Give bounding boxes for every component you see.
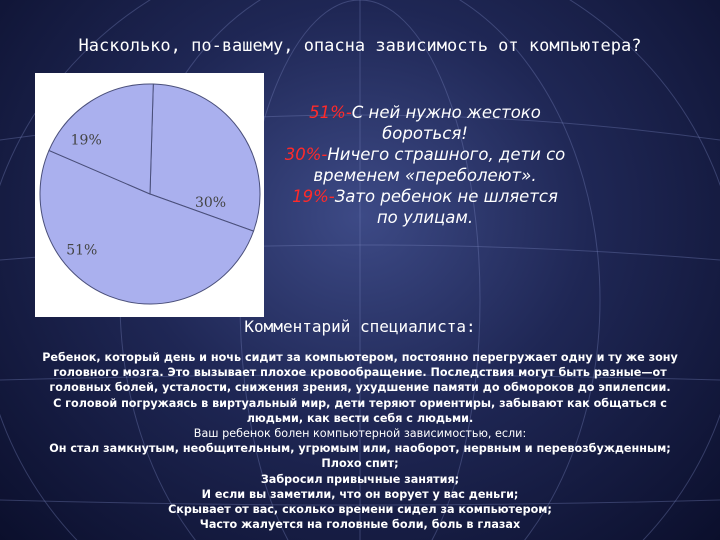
paragraph-line: Ребенок, который день и ночь сидит за компьютером, постоянно перегружает одну и ту же зону <box>42 351 678 364</box>
paragraph-line: людьми, как вести себя с людьми. <box>246 411 474 425</box>
paragraph-line: головного мозга. Это вызывает плохое кровообращение. Последствия могут быть разные—от <box>53 366 667 380</box>
symptom-line: Скрывает от вас, сколько времени сидел за компьютером; <box>168 503 552 517</box>
symptom-line: Плохо спит; <box>321 457 399 471</box>
answer-item <box>280 102 570 144</box>
answer-text: С ней нужно жестоко бороться! <box>351 103 541 143</box>
symptom-line: Часто жалуется на головные боли, боль в глазах <box>199 518 521 532</box>
paragraph-line: С головой погружаясь в виртуальный мир, дети теряют ориентиры, забывают как общаться с <box>53 396 667 410</box>
answer-item <box>280 186 570 228</box>
comment-heading: Комментарий специалиста: <box>244 317 476 336</box>
answer-pct: 19%- <box>292 187 335 206</box>
symptom-line: И если вы заметили, что он ворует у вас деньги; <box>201 487 519 501</box>
pie-label: 19% <box>70 132 102 149</box>
paragraph-line: головных болей, усталости, снижения зрения, ухудшение памяти до обмороков до эпилепсии. <box>49 381 671 395</box>
symptom-line: Забросил привычные занятия; <box>260 472 460 486</box>
answer-pct: 51%- <box>309 103 352 122</box>
comment-body <box>4 350 716 532</box>
pie-label: 30% <box>194 195 227 212</box>
answer-item <box>280 144 570 186</box>
answer-text: Ничего страшного, дети со временем «переболеют». <box>313 145 566 185</box>
page-title: Насколько, по-вашему, опасна зависимость от компьютера? <box>78 36 642 56</box>
symptom-line: Он стал замкнутым, необщительным, угрюмым или, наоборот, нервным и перевозбужденным; <box>49 442 671 456</box>
pie-chart <box>35 73 264 317</box>
answer-text: Зато ребенок не шляется по улицам. <box>334 187 558 227</box>
pie-label: 51% <box>66 242 98 259</box>
answer-pct: 30%- <box>284 145 328 164</box>
condition-intro: Ваш ребенок болен компьютерной зависимостью, если: <box>193 427 527 441</box>
pie-chart-panel <box>35 73 264 317</box>
answers-legend <box>280 102 570 228</box>
